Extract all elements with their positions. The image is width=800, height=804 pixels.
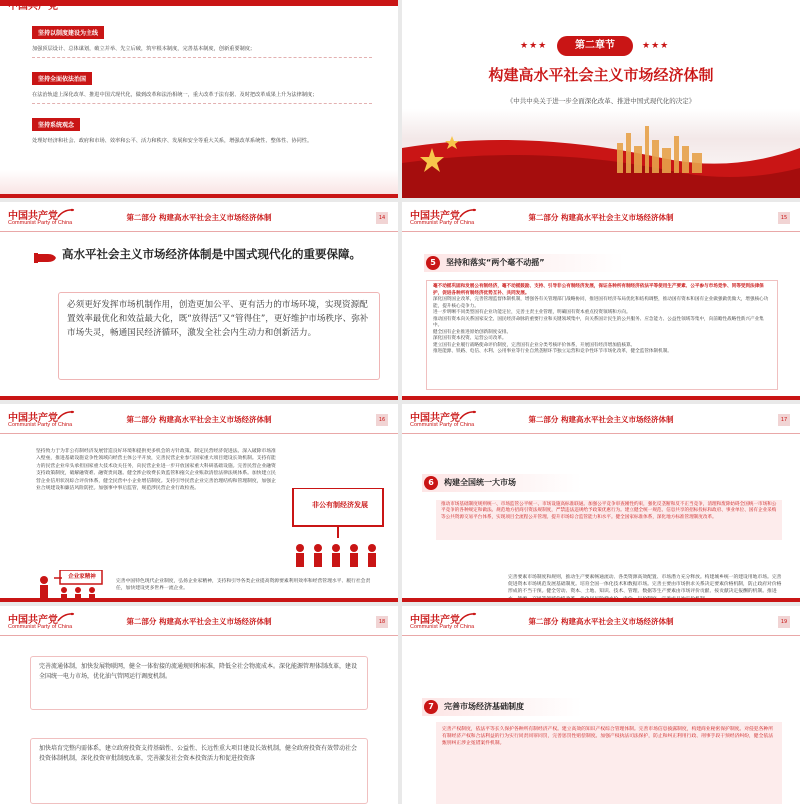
bullet-item: 建立国有企业履行战略使命评价制度，完善国有企业分类考核评价体系，开展国有经济增加值核算。 <box>433 342 636 348</box>
principle-item <box>32 112 372 145</box>
page-number: 18 <box>376 616 388 628</box>
principles-list <box>32 20 372 145</box>
page-number: 17 <box>778 414 790 426</box>
bottom-bar <box>0 396 398 400</box>
slide-chapter-cover[interactable] <box>402 0 800 198</box>
slide-header <box>0 404 398 434</box>
brand-cn: 中国共产党 <box>410 211 460 222</box>
bottom-bar <box>0 598 398 602</box>
section-title: 第二部分 构建高水平社会主义市场经济体制 <box>126 617 272 626</box>
bullet-item: 健全国有企业推进原始创新制度安排。 <box>433 329 512 335</box>
red-text: 推动市场基础制度规则统一、市场监管公平统一、市场设施高标准联通。加强公平竞争审查刚性约束，强化反垄断和反不正当竞争，清理和废除妨碍全国统一市场和公平竞争的各种规定和做法。规范地方招商引资法规制度，严禁违法违规给予政策优惠行为。建立健全统一规范、信息共享的招标投标和政府、事业单位、国有企业采购等公共资源交易平台体系，实现项目全流程公开管理。提升市场综合监管能力和水平。健全国家标准体系，深化地方标准管理制度改革。 <box>441 502 777 520</box>
principle-body: 在法治轨道上深化改革、推进中国式现代化，做到改革和法治相统一，重大改革于法有据、及时把改革成果上升为法律制度； <box>32 92 318 98</box>
section-title: 第二部分 构建高水平社会主义市场经济体制 <box>528 617 674 626</box>
slide-19[interactable] <box>402 606 800 804</box>
stars-left-icon: ★★★ <box>520 41 548 51</box>
brand-cn: 中国共产党 <box>410 413 460 424</box>
stars-right-icon: ★★★ <box>642 41 670 51</box>
section-title: 第二部分 构建高水平社会主义市场经济体制 <box>126 415 272 424</box>
bullet-item: 推进能源、铁路、电信、水利、公用事业等行业自然垄断环节独立运营和竞争性环节市场化改革，健全监管体制机制。 <box>433 349 672 354</box>
brand-cn: 中国共产党 <box>8 615 58 626</box>
slide-18[interactable] <box>0 606 398 804</box>
chapter-title: 构建高水平社会主义市场经济体制 <box>488 66 714 84</box>
body-box-1: 完善流通体制，加快发展物联网，健全一体衔接的流通规则和标准，降低全社会物流成本。深化能源管理体制改革，建设全国统一电力市场，优化油气管网运行调度机制。 <box>30 656 368 710</box>
body-box: 必须更好发挥市场机制作用，创造更加公平、更有活力的市场环境，实现资源配置效率最优化和效益最大化，既“放得活”又“管得住”，更好维护市场秩序、弥补市场失灵，畅通国民经济循环，激发全社会内生动力和创新活力。 <box>58 292 380 380</box>
brand-cn: 中国共产党 <box>410 615 460 626</box>
principle-head: 坚持全面依法治国 <box>32 72 92 85</box>
brand-cn: 中国共产党 <box>8 211 58 222</box>
body-text: 完善要素市场制度和规则，推动生产要素畅通流动、各类资源高效配置、市场潜力充分释放。构建城乡统一的建设用地市场。完善促进资本市场规范发展基础制度。培育全国一体化技术和数据市场。完善主要由市场供求关系决定要素价格机制，防止政府对价格形成的不当干预。健全劳动、资本、土地、知识、技术、管理、数据等生产要素由市场评价贡献、按贡献决定报酬的机制。推进 <box>508 575 782 595</box>
brand-cn: 中国共产党 <box>8 413 58 424</box>
principle-head: 坚持以制度建设为主线 <box>32 26 104 39</box>
chapter-badge: 第二章节 <box>557 36 633 56</box>
section-title: 第二部分 构建高水平社会主义市场经济体制 <box>126 213 272 222</box>
red-text-box <box>436 500 782 540</box>
section-title: 第二部分 构建高水平社会主义市场经济体制 <box>528 415 674 424</box>
bullet-item: 进一步明晰不同类型国有企业功能定位，完善主责主业管理，明确国有资本重点投资领域和方向。 <box>433 310 631 315</box>
slide-header <box>0 606 398 636</box>
flag-skyline-illustration <box>402 118 800 198</box>
sign-label-2: 企业家精神 <box>68 574 96 580</box>
brand-cn: 中国共产党 <box>8 1 58 12</box>
body-text-1: 坚持致力于为非公有制经济发展营造良好环境和提供更多机会的方针政策。制定民营经济促进法。深入破除市场准入壁垒，推进基础设施竞争性领域向经营主体公平开放，完善民营企业参与国家重大项目建设长效机制。支持有能力的民营企业牵头承担国家重大技术攻关任务，向民营企业进一步开放国家重大科研基础设施。完善民营企业融资支持政策制度，破解融资难、融资贵问题。健全涉企收费长效监管和拖欠企业账款清偿法律法规体系。加快建立民营企业信用状况综合评价体系，健全民营中小企业增信制度。支持引导民营企业完善治理结构和管理制度，加强企业合规建设和廉洁风险防控。加强事中事后监管，规范涉民营企业行政检查。 <box>36 449 276 492</box>
point-number: 5 <box>426 256 440 270</box>
point-heading: 坚持和落实“两个毫不动摇” <box>424 254 624 272</box>
red-text-box <box>436 722 782 804</box>
sign-label-1: 非公有制经济发展 <box>312 501 368 509</box>
slide-principles[interactable] <box>0 0 398 198</box>
slide-header <box>402 202 800 232</box>
bullet-item: 深化国资国企改革，完善管理监督体制机制，增强各有关管理部门战略协同，推进国有经济布局优化和结构调整，推动国有资本和国有企业做强做优做大，增强核心功能，提升核心竞争力。 <box>433 297 769 309</box>
point-number: 7 <box>424 700 438 714</box>
slide-16[interactable] <box>0 404 398 602</box>
pointing-hand-icon <box>34 250 58 266</box>
bullet-box <box>426 280 778 390</box>
principle-body: 加强顶层设计、总体谋划，破立并举、先立后破，筑牢根本制度，完善基本制度，创新重要制度； <box>32 46 256 52</box>
body-box-2: 加快培育完整内需体系，建立政府投资支持基础性、公益性、长远性重大项目建设长效机制，健全政府投资有效带动社会投资体制机制，深化投资审批制度改革，完善激发社会资本投资活力和促进投资落 <box>30 738 368 804</box>
page-number: 16 <box>376 414 388 426</box>
bottom-bar <box>402 396 800 400</box>
top-bar <box>0 0 398 6</box>
headline: 高水平社会主义市场经济体制是中国式现代化的重要保障。 <box>62 247 361 261</box>
page-number: 15 <box>778 212 790 224</box>
slide-header <box>402 404 800 434</box>
brand-en: Communist Party of China <box>8 220 73 226</box>
body-text-2: 完善中国特色现代企业制度，弘扬企业家精神，支持和引导各类企业提高资源要素利用效率和经营管理水平、履行社会责任，加快建设更多世界一流企业。 <box>116 579 371 592</box>
point-heading: 完善市场经济基础制度 <box>422 698 582 716</box>
bottom-bar <box>0 194 398 198</box>
slide-header <box>0 202 398 232</box>
bullet-item: 毫不动摇巩固和发展公有制经济，毫不动摇鼓励、支持、引导非公有制经济发展，保证各种所有制经济依法平等使用生产要素、公平参与市场竞争、同等受到法律保护，促进各种所有制经济优势互补、共同发展。 <box>433 284 764 296</box>
page-number: 14 <box>376 212 388 224</box>
red-text: 完善产权制度，依法平等长久保护各种所有制经济产权。建立高效的知识产权综合管理体制。完善市场信息披露制度，构建商业秘密保护制度。对侵犯各种所有制经济产权和合法利益的行为实行同责同罪同罚，完善惩罚性赔偿制度。加强产权执法司法保护，防止和纠正利用行政、刑事手段干预经济纠纷，健全依法甄别纠正涉企冤错案件机制。 <box>442 727 773 746</box>
principle-item <box>32 20 372 58</box>
brand-en: Communist Party of China <box>8 422 73 428</box>
slide-14[interactable] <box>0 202 398 400</box>
principle-body: 处理好经济和社会、政府和市场、效率和公平、活力和秩序、发展和安全等重大关系，增强改革系统性、整体性、协同性。 <box>32 138 313 144</box>
bullet-item: 推动国有资本向关系国家安全、国民经济命脉的重要行业和关键领域集中，向关系国计民生的公共服务、应急能力、公益性领域等集中，向前瞻性战略性新兴产业集中。 <box>433 316 764 328</box>
page-number: 19 <box>778 616 790 628</box>
bottom-bar <box>402 598 800 602</box>
section-title: 第二部分 构建高水平社会主义市场经济体制 <box>528 213 674 222</box>
slide-17[interactable] <box>402 404 800 602</box>
brand-en: Communist Party of China <box>8 624 73 630</box>
principle-head: 坚持系统观念 <box>32 118 80 131</box>
point-number: 6 <box>424 476 438 490</box>
slide-15[interactable] <box>402 202 800 400</box>
brand-en: Communist Party of China <box>410 422 475 428</box>
chapter-subtitle: 《中共中央关于进一步全面深化改革、推进中国式现代化的决定》 <box>506 97 696 105</box>
bullet-item: 深化国有资本投资、运营公司改革。 <box>433 336 507 341</box>
brand-en: Communist Party of China <box>410 624 475 630</box>
principle-item <box>32 66 372 104</box>
slide-header <box>402 606 800 636</box>
point-heading: 构建全国统一大市场 <box>422 474 582 492</box>
brand-en: Communist Party of China <box>410 220 475 226</box>
